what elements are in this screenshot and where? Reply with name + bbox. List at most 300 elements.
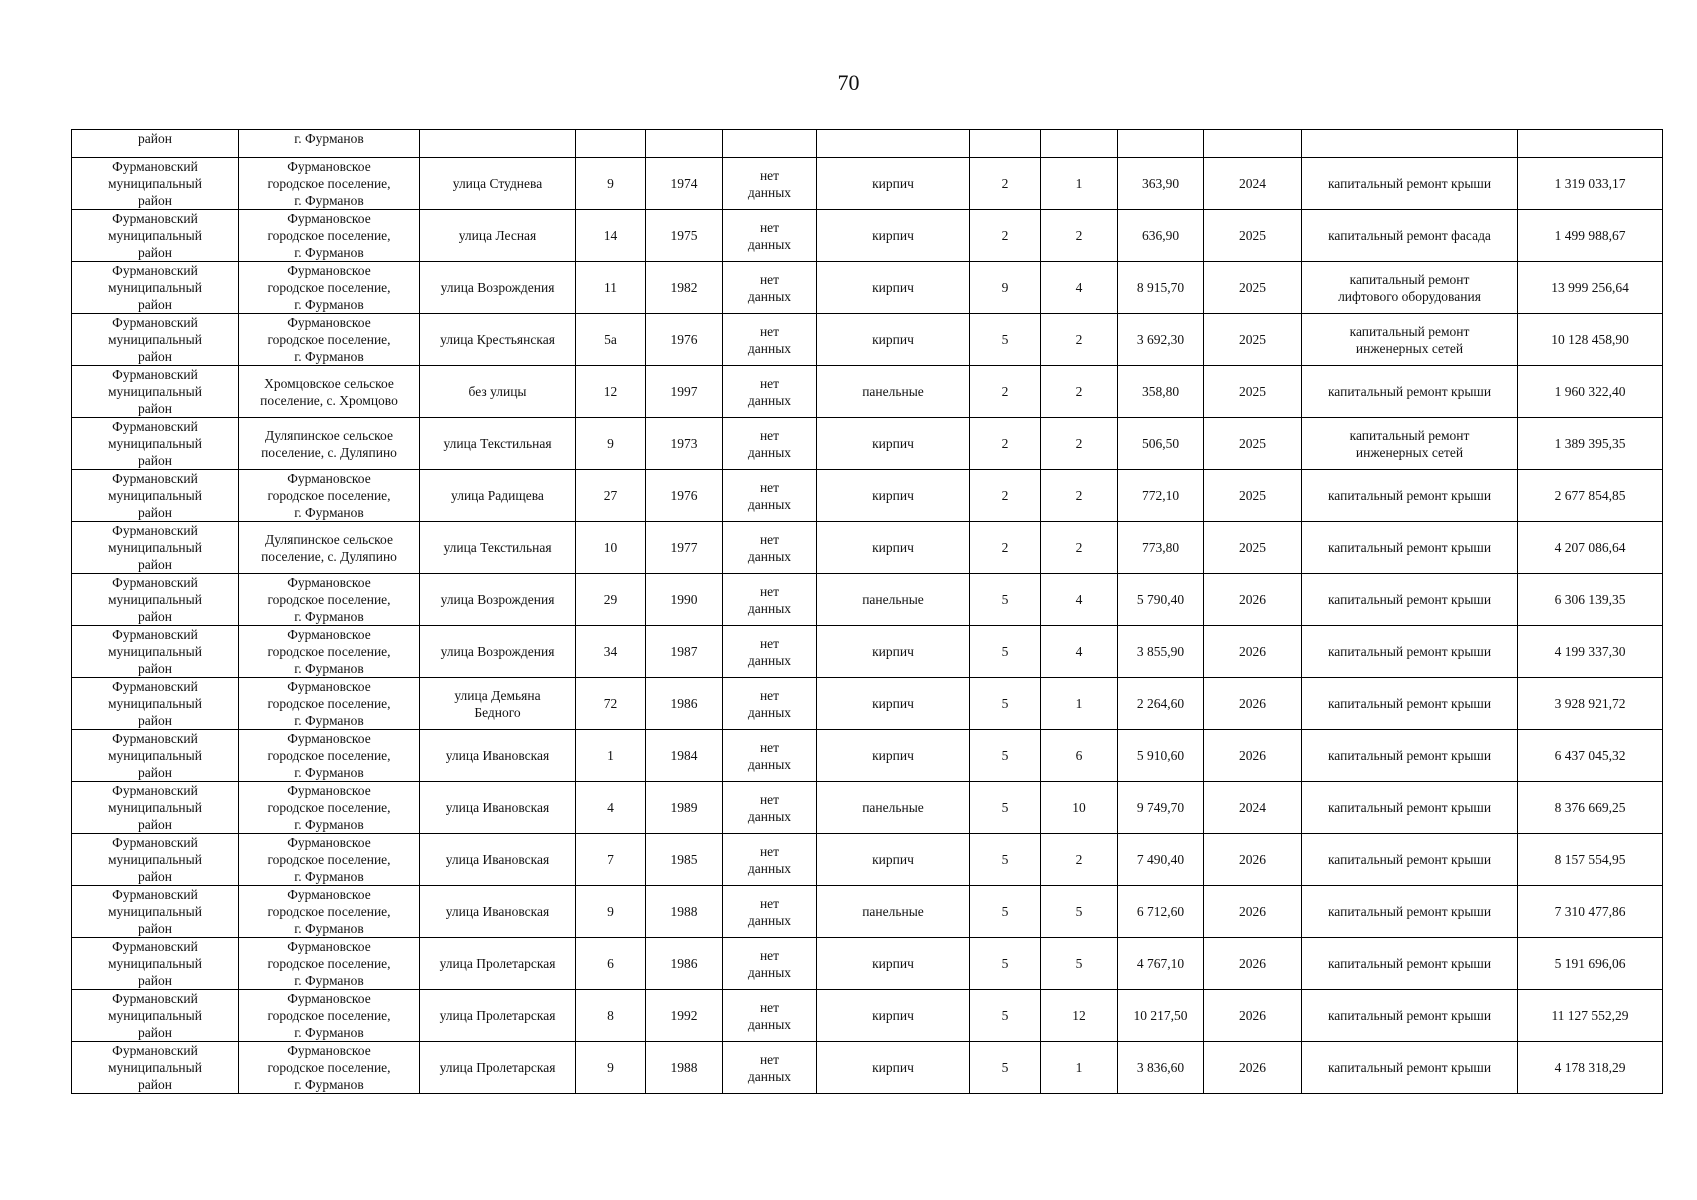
- district-cell: [72, 366, 239, 418]
- table-row: [72, 782, 1663, 834]
- district-line: муниципальный: [108, 228, 202, 243]
- settlement-cell: [239, 834, 420, 886]
- street-cell: [420, 314, 576, 366]
- street-cell: [420, 834, 576, 886]
- plan-year-cell: [1204, 130, 1302, 158]
- entrances-cell: 2: [1041, 470, 1118, 522]
- district-line: Фурмановский: [112, 315, 198, 330]
- work-type-cell: [1302, 1042, 1518, 1094]
- cost-cell: 4 178 318,29: [1518, 1042, 1663, 1094]
- settlement-cell: [239, 938, 420, 990]
- floors-cell: 9: [970, 262, 1041, 314]
- house-number-cell: 6: [576, 938, 646, 990]
- work-type-cell: [1302, 730, 1518, 782]
- build-year-cell: 1977: [646, 522, 723, 574]
- street-line: улица Лесная: [458, 228, 537, 243]
- area-cell: 506,50: [1118, 418, 1204, 470]
- info-cell: [723, 262, 817, 314]
- settlement-line: городское поселение,: [267, 1060, 391, 1075]
- work-type-cell: [1302, 314, 1518, 366]
- work-type-line: капитальный ремонт: [1349, 323, 1470, 339]
- settlement-cell: [239, 1042, 420, 1094]
- street-cell: [420, 782, 576, 834]
- street-line: улица Демьяна: [454, 687, 541, 703]
- table-row: [72, 522, 1663, 574]
- continuation-row: [72, 130, 1663, 158]
- district-line: Фурмановский: [112, 471, 198, 486]
- settlement-line: г. Фурманов: [294, 1077, 364, 1092]
- build-year-cell: 1997: [646, 366, 723, 418]
- floors-cell: 2: [970, 210, 1041, 262]
- info-line: данных: [747, 392, 792, 408]
- district-cell: [72, 938, 239, 990]
- floors-cell: 5: [970, 834, 1041, 886]
- info-line: данных: [747, 288, 792, 304]
- table-row: [72, 730, 1663, 782]
- build-year-cell: 1986: [646, 678, 723, 730]
- work-type-line: инженерных сетей: [1355, 340, 1464, 356]
- district-cell: [72, 522, 239, 574]
- build-year-cell: 1974: [646, 158, 723, 210]
- work-type-cell: [1302, 834, 1518, 886]
- district-line: район: [138, 505, 172, 520]
- floors-cell: 2: [970, 418, 1041, 470]
- district-line: район: [138, 245, 172, 260]
- info-line: нет: [759, 947, 780, 963]
- area-cell: 5 790,40: [1118, 574, 1204, 626]
- info-line: нет: [759, 843, 780, 859]
- district-line: муниципальный: [108, 696, 202, 711]
- district-cell: [72, 470, 239, 522]
- build-year-cell: 1984: [646, 730, 723, 782]
- info-line: данных: [747, 912, 792, 928]
- wall-material-cell: кирпич: [817, 470, 970, 522]
- district-line: муниципальный: [108, 1060, 202, 1075]
- district-line: муниципальный: [108, 592, 202, 607]
- district-line: муниципальный: [108, 280, 202, 295]
- cost-cell: 6 437 045,32: [1518, 730, 1663, 782]
- info-cell: [723, 886, 817, 938]
- info-line: нет: [759, 219, 780, 235]
- floors-cell: 5: [970, 990, 1041, 1042]
- table-row: [72, 990, 1663, 1042]
- build-year-cell: 1986: [646, 938, 723, 990]
- district-cell: [72, 626, 239, 678]
- plan-year-cell: 2026: [1204, 626, 1302, 678]
- district-line: муниципальный: [108, 384, 202, 399]
- area-cell: 3 855,90: [1118, 626, 1204, 678]
- plan-year-cell: 2025: [1204, 210, 1302, 262]
- area-cell: 772,10: [1118, 470, 1204, 522]
- floors-cell: 2: [970, 470, 1041, 522]
- info-line: нет: [759, 999, 780, 1015]
- build-year-cell: 1990: [646, 574, 723, 626]
- entrances-cell: 1: [1041, 158, 1118, 210]
- district-cell: [72, 730, 239, 782]
- settlement-line: Фурмановское: [287, 627, 371, 642]
- district-cell: [72, 574, 239, 626]
- district-cell: [72, 782, 239, 834]
- settlement-cell: [239, 262, 420, 314]
- street-cell: [420, 574, 576, 626]
- settlement-line: городское поселение,: [267, 800, 391, 815]
- settlement-line: Фурмановское: [287, 1043, 371, 1058]
- plan-year-cell: 2024: [1204, 782, 1302, 834]
- settlement-line: городское поселение,: [267, 748, 391, 763]
- floors-cell: 5: [970, 574, 1041, 626]
- district-line: муниципальный: [108, 644, 202, 659]
- settlement-line: Фурмановское: [287, 783, 371, 798]
- settlement-cell: [239, 782, 420, 834]
- floors-cell: 5: [970, 626, 1041, 678]
- floors-cell: 2: [970, 522, 1041, 574]
- district-line: район: [138, 401, 172, 416]
- settlement-line: Фурмановское: [287, 887, 371, 902]
- info-line: нет: [759, 531, 780, 547]
- cost-cell: 5 191 696,06: [1518, 938, 1663, 990]
- wall-material-cell: панельные: [817, 574, 970, 626]
- work-type-cell: [1302, 130, 1518, 158]
- settlement-line: городское поселение,: [267, 228, 391, 243]
- work-type-cell: [1302, 574, 1518, 626]
- build-year-cell: 1976: [646, 470, 723, 522]
- house-number-cell: 14: [576, 210, 646, 262]
- plan-year-cell: 2025: [1204, 366, 1302, 418]
- settlement-line: поселение, с. Хромцово: [260, 392, 398, 408]
- info-line: данных: [747, 600, 792, 616]
- entrances-cell: 4: [1041, 626, 1118, 678]
- build-year-cell: 1982: [646, 262, 723, 314]
- work-type-line: лифтового оборудования: [1338, 288, 1481, 304]
- district-line: муниципальный: [108, 956, 202, 971]
- house-number-cell: 8: [576, 990, 646, 1042]
- street-line: без улицы: [468, 384, 527, 399]
- wall-material-cell: кирпич: [817, 938, 970, 990]
- settlement-line: городское поселение,: [267, 696, 391, 711]
- settlement-cell: [239, 314, 420, 366]
- house-number-cell: [576, 130, 646, 158]
- settlement-line: Хромцовское сельское: [264, 375, 394, 391]
- district-line: район: [138, 297, 172, 312]
- work-type-line: капитальный ремонт крыши: [1327, 748, 1492, 763]
- district-cell: район: [72, 130, 239, 158]
- settlement-line: поселение, с. Дуляпино: [261, 548, 397, 564]
- street-line: Бедного: [474, 704, 521, 720]
- settlement-line: г. Фурманов: [294, 505, 364, 520]
- entrances-cell: 4: [1041, 262, 1118, 314]
- build-year-cell: 1988: [646, 886, 723, 938]
- info-line: нет: [759, 791, 780, 807]
- house-number-cell: 10: [576, 522, 646, 574]
- floors-cell: 5: [970, 314, 1041, 366]
- settlement-cell: [239, 470, 420, 522]
- settlement-line: г. Фурманов: [294, 661, 364, 676]
- settlement-line: Фурмановское: [287, 991, 371, 1006]
- info-line: нет: [759, 427, 780, 443]
- settlement-line: городское поселение,: [267, 488, 391, 503]
- district-line: район: [138, 921, 172, 936]
- work-type-cell: [1302, 990, 1518, 1042]
- work-type-line: капитальный ремонт крыши: [1327, 488, 1492, 503]
- plan-year-cell: 2025: [1204, 470, 1302, 522]
- district-line: Фурмановский: [112, 939, 198, 954]
- area-cell: 363,90: [1118, 158, 1204, 210]
- street-line: улица Пролетарская: [439, 1060, 556, 1075]
- area-cell: [1118, 130, 1204, 158]
- floors-cell: [970, 130, 1041, 158]
- settlement-cell: [239, 522, 420, 574]
- settlement-line: Фурмановское: [287, 159, 371, 174]
- settlement-line: г. Фурманов: [294, 193, 364, 208]
- work-type-cell: [1302, 366, 1518, 418]
- settlement-line: Фурмановское: [287, 211, 371, 226]
- build-year-cell: 1976: [646, 314, 723, 366]
- area-cell: 636,90: [1118, 210, 1204, 262]
- district-line: район: [138, 973, 172, 988]
- district-line: район: [138, 1077, 172, 1092]
- table-row: [72, 938, 1663, 990]
- settlement-line: г. Фурманов: [294, 921, 364, 936]
- district-line: район: [138, 869, 172, 884]
- street-line: улица Возрождения: [440, 592, 555, 607]
- info-line: данных: [747, 496, 792, 512]
- cost-cell: 6 306 139,35: [1518, 574, 1663, 626]
- settlement-line: поселение, с. Дуляпино: [261, 444, 397, 460]
- settlement-line: Дуляпинское сельское: [265, 531, 393, 547]
- entrances-cell: 5: [1041, 886, 1118, 938]
- district-cell: [72, 210, 239, 262]
- entrances-cell: 2: [1041, 522, 1118, 574]
- settlement-cell: [239, 678, 420, 730]
- wall-material-cell: кирпич: [817, 522, 970, 574]
- street-line: улица Студнева: [452, 176, 543, 191]
- entrances-cell: 2: [1041, 834, 1118, 886]
- street-line: улица Радищева: [451, 488, 544, 503]
- info-cell: [723, 782, 817, 834]
- info-cell: [723, 990, 817, 1042]
- work-type-cell: [1302, 470, 1518, 522]
- street-line: улица Текстильная: [443, 436, 552, 451]
- wall-material-cell: кирпич: [817, 730, 970, 782]
- info-line: нет: [759, 271, 780, 287]
- info-line: нет: [759, 687, 780, 703]
- table-row: [72, 1042, 1663, 1094]
- settlement-line: Дуляпинское сельское: [265, 427, 393, 443]
- settlement-line: городское поселение,: [267, 1008, 391, 1023]
- street-cell: [420, 210, 576, 262]
- settlement-line: городское поселение,: [267, 332, 391, 347]
- settlement-line: Фурмановское: [287, 835, 371, 850]
- work-type-cell: [1302, 262, 1518, 314]
- plan-year-cell: 2025: [1204, 314, 1302, 366]
- info-cell: [723, 678, 817, 730]
- work-type-cell: [1302, 158, 1518, 210]
- district-line: муниципальный: [108, 436, 202, 451]
- settlement-cell: [239, 366, 420, 418]
- info-line: данных: [747, 1016, 792, 1032]
- house-number-cell: 9: [576, 1042, 646, 1094]
- district-line: муниципальный: [108, 748, 202, 763]
- wall-material-cell: кирпич: [817, 626, 970, 678]
- floors-cell: 5: [970, 886, 1041, 938]
- settlement-line: г. Фурманов: [294, 973, 364, 988]
- table-row: [72, 470, 1663, 522]
- info-line: данных: [747, 236, 792, 252]
- district-line: Фурмановский: [112, 731, 198, 746]
- work-type-line: капитальный ремонт: [1349, 427, 1470, 443]
- settlement-line: городское поселение,: [267, 644, 391, 659]
- work-type-cell: [1302, 782, 1518, 834]
- work-type-line: капитальный ремонт крыши: [1327, 176, 1492, 191]
- street-cell: [420, 418, 576, 470]
- build-year-cell: 1992: [646, 990, 723, 1042]
- settlement-cell: [239, 418, 420, 470]
- info-line: нет: [759, 167, 780, 183]
- street-cell: [420, 678, 576, 730]
- info-cell: [723, 418, 817, 470]
- plan-year-cell: 2025: [1204, 418, 1302, 470]
- district-line: район: [138, 765, 172, 780]
- area-cell: 4 767,10: [1118, 938, 1204, 990]
- work-type-line: капитальный ремонт крыши: [1327, 956, 1492, 971]
- wall-material-cell: панельные: [817, 366, 970, 418]
- floors-cell: 5: [970, 782, 1041, 834]
- district-cell: [72, 990, 239, 1042]
- cost-cell: 1 499 988,67: [1518, 210, 1663, 262]
- district-line: Фурмановский: [112, 367, 198, 382]
- settlement-cell: [239, 730, 420, 782]
- table-row: [72, 210, 1663, 262]
- cost-cell: [1518, 130, 1663, 158]
- wall-material-cell: кирпич: [817, 262, 970, 314]
- table-row: [72, 314, 1663, 366]
- cost-cell: 4 199 337,30: [1518, 626, 1663, 678]
- info-line: нет: [759, 895, 780, 911]
- cost-cell: 8 157 554,95: [1518, 834, 1663, 886]
- district-line: муниципальный: [108, 1008, 202, 1023]
- district-line: муниципальный: [108, 800, 202, 815]
- district-line: муниципальный: [108, 176, 202, 191]
- district-line: район: [138, 817, 172, 832]
- settlement-line: Фурмановское: [287, 575, 371, 590]
- plan-year-cell: 2026: [1204, 938, 1302, 990]
- street-line: улица Возрождения: [440, 644, 555, 659]
- house-number-cell: 27: [576, 470, 646, 522]
- cost-cell: 7 310 477,86: [1518, 886, 1663, 938]
- wall-material-cell: панельные: [817, 886, 970, 938]
- plan-year-cell: 2024: [1204, 158, 1302, 210]
- district-line: район: [138, 661, 172, 676]
- info-line: нет: [759, 635, 780, 651]
- work-type-cell: [1302, 678, 1518, 730]
- district-line: Фурмановский: [112, 627, 198, 642]
- info-line: нет: [759, 375, 780, 391]
- work-type-line: капитальный ремонт крыши: [1327, 1008, 1492, 1023]
- floors-cell: 5: [970, 938, 1041, 990]
- table-row: [72, 366, 1663, 418]
- settlement-line: Фурмановское: [287, 939, 371, 954]
- district-line: Фурмановский: [112, 835, 198, 850]
- info-cell: [723, 366, 817, 418]
- info-cell: [723, 210, 817, 262]
- area-cell: 10 217,50: [1118, 990, 1204, 1042]
- house-number-cell: 9: [576, 158, 646, 210]
- info-line: нет: [759, 583, 780, 599]
- street-cell: [420, 366, 576, 418]
- wall-material-cell: кирпич: [817, 210, 970, 262]
- settlement-line: городское поселение,: [267, 852, 391, 867]
- info-cell: [723, 574, 817, 626]
- floors-cell: 5: [970, 1042, 1041, 1094]
- district-cell: [72, 834, 239, 886]
- work-type-cell: [1302, 626, 1518, 678]
- wall-material-cell: кирпич: [817, 158, 970, 210]
- settlement-cell: [239, 990, 420, 1042]
- area-cell: 8 915,70: [1118, 262, 1204, 314]
- info-line: данных: [747, 184, 792, 200]
- info-line: нет: [759, 739, 780, 755]
- house-number-cell: 4: [576, 782, 646, 834]
- entrances-cell: 10: [1041, 782, 1118, 834]
- wall-material-cell: кирпич: [817, 1042, 970, 1094]
- district-line: район: [138, 609, 172, 624]
- entrances-cell: [1041, 130, 1118, 158]
- wall-material-cell: [817, 130, 970, 158]
- plan-year-cell: 2026: [1204, 730, 1302, 782]
- house-number-cell: 5а: [576, 314, 646, 366]
- cost-cell: 3 928 921,72: [1518, 678, 1663, 730]
- settlement-line: г. Фурманов: [294, 349, 364, 364]
- settlement-cell: [239, 210, 420, 262]
- district-line: Фурмановский: [112, 679, 198, 694]
- plan-year-cell: 2025: [1204, 522, 1302, 574]
- info-line: данных: [747, 704, 792, 720]
- settlement-line: Фурмановское: [287, 731, 371, 746]
- settlement-cell: [239, 626, 420, 678]
- area-cell: 6 712,60: [1118, 886, 1204, 938]
- entrances-cell: 12: [1041, 990, 1118, 1042]
- district-line: Фурмановский: [112, 887, 198, 902]
- house-number-cell: 72: [576, 678, 646, 730]
- settlement-line: г. Фурманов: [294, 297, 364, 312]
- street-cell: [420, 886, 576, 938]
- settlement-line: городское поселение,: [267, 956, 391, 971]
- area-cell: 9 749,70: [1118, 782, 1204, 834]
- info-line: данных: [747, 808, 792, 824]
- info-cell: [723, 834, 817, 886]
- settlement-line: г. Фурманов: [294, 765, 364, 780]
- district-line: район: [138, 713, 172, 728]
- district-line: Фурмановский: [112, 419, 198, 434]
- settlement-cell: [239, 886, 420, 938]
- info-cell: [723, 1042, 817, 1094]
- district-line: Фурмановский: [112, 211, 198, 226]
- cost-cell: 1 960 322,40: [1518, 366, 1663, 418]
- street-line: улица Ивановская: [445, 748, 550, 763]
- area-cell: 3 692,30: [1118, 314, 1204, 366]
- cost-cell: 1 389 395,35: [1518, 418, 1663, 470]
- info-line: нет: [759, 479, 780, 495]
- street-cell: [420, 262, 576, 314]
- plan-year-cell: 2026: [1204, 990, 1302, 1042]
- entrances-cell: 6: [1041, 730, 1118, 782]
- info-line: данных: [747, 1068, 792, 1084]
- work-type-cell: [1302, 886, 1518, 938]
- build-year-cell: 1988: [646, 1042, 723, 1094]
- street-cell: [420, 938, 576, 990]
- street-cell: [420, 130, 576, 158]
- floors-cell: 2: [970, 158, 1041, 210]
